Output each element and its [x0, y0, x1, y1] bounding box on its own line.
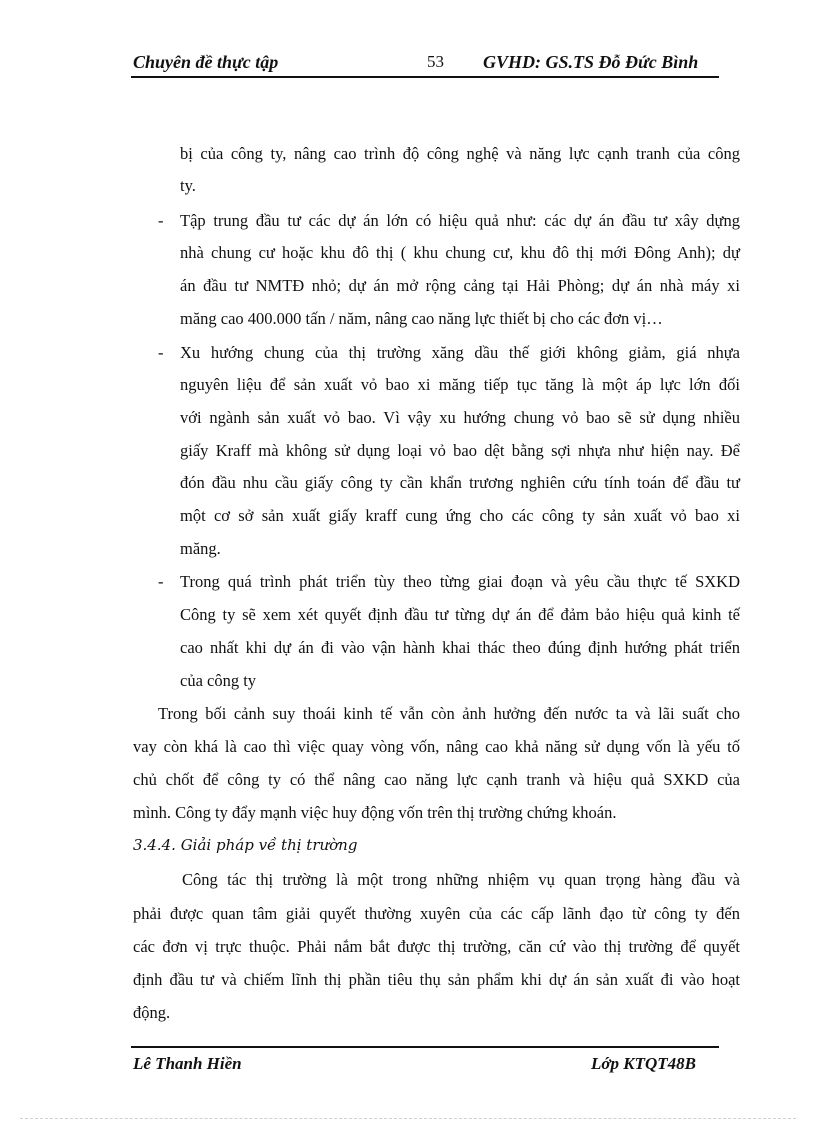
- text-line: Trong quá trình phát triển tùy theo từng giai đoạn và yêu cầu thực tế SXKD: [180, 572, 740, 591]
- text-line: định đầu tư và chiếm lĩnh thị phần tiêu thụ sản phẩm khi dự án sản xuất đi vào hoạt: [133, 970, 740, 989]
- footer-author: Lê Thanh Hiền: [133, 1054, 242, 1073]
- page-footer: [131, 1046, 719, 1076]
- text-line: nguyên liệu để sản xuất vỏ bao xi măng tiếp tục tăng là một áp lực lớn đối: [180, 375, 740, 394]
- text-line: các đơn vị trực thuộc. Phải nắm bắt được thị trường, căn cứ vào thị trường để quyết: [133, 937, 740, 956]
- header-document-title: Chuyên đề thực tập: [133, 52, 279, 72]
- text-line: Công ty sẽ xem xét quyết định đầu tư từng dự án để đảm bảo hiệu quả kinh tế: [180, 605, 740, 624]
- text-line: chủ chốt để công ty có thể nâng cao năng lực cạnh tranh và hiệu quả SXKD của: [133, 770, 740, 789]
- text-line: Trong bối cảnh suy thoái kinh tế vẫn còn ảnh hưởng đến nước ta và lãi suất cho: [158, 704, 740, 723]
- text-line: Công tác thị trường là một trong những nhiệm vụ quan trọng hàng đầu và: [182, 870, 740, 889]
- text-line: vay còn khá là cao thì việc quay vòng vốn, nâng cao khả năng sử dụng vốn là yếu tố: [133, 737, 740, 756]
- header-supervisor: GVHD: GS.TS Đỗ Đức Bình: [483, 52, 699, 72]
- bullet-dash: -: [158, 343, 164, 362]
- text-line: giấy Kraff mà không sử dụng loại vỏ bao dệt bằng sợi nhựa như hiện nay. Để: [180, 441, 740, 460]
- text-line: một cơ sở sản xuất giấy kraff cung ứng cho các công ty sản xuất vỏ bao xi: [180, 506, 740, 525]
- text-line: động.: [133, 1003, 171, 1022]
- text-line: cao nhất khi dự án đi vào vận hành khai thác theo đúng định hướng phát triển: [180, 638, 740, 657]
- text-line: ty.: [180, 176, 196, 195]
- text-line: đón đầu nhu cầu giấy công ty cần khẩn trương nghiên cứu tính toán để đầu tư: [180, 473, 740, 492]
- bullet-dash: -: [158, 211, 164, 230]
- text-line: măng.: [180, 539, 221, 558]
- footer-class: Lớp KTQT48B: [591, 1054, 696, 1073]
- text-line: với ngành sản xuất vỏ bao. Vì vậy xu hướng chung vỏ bao sẽ sử dụng nhiều: [180, 408, 740, 427]
- text-line: án đầu tư NMTĐ nhỏ; dự án mở rộng cảng tại Hải Phòng; dự án nhà máy xi: [180, 276, 740, 295]
- text-line: Tập trung đầu tư các dự án lớn có hiệu quả như: các dự án đầu tư xây dựng: [180, 211, 740, 230]
- text-line: bị của công ty, nâng cao trình độ công nghệ và năng lực cạnh tranh của công: [180, 144, 740, 163]
- page-number: 53: [427, 52, 444, 71]
- text-line: măng cao 400.000 tấn / năm, nâng cao năng lực thiết bị cho các đơn vị…: [180, 309, 663, 328]
- page-bottom-divider: [20, 1118, 796, 1119]
- bullet-dash: -: [158, 572, 164, 591]
- text-line: của công ty: [180, 671, 257, 690]
- text-line: mình. Công ty đẩy mạnh việc huy động vốn trên thị trường chứng khoán.: [133, 803, 617, 822]
- section-heading: 3.4.4. Giải pháp về thị trường: [133, 836, 358, 854]
- text-line: nhà chung cư hoặc khu đô thị ( khu chung cư, khu đô thị mới Đông Anh); dự: [180, 243, 740, 262]
- text-line: phải được quan tâm giải quyết thường xuyên của các cấp lãnh đạo từ công ty đến: [133, 904, 740, 923]
- text-line: Xu hướng chung của thị trường xăng dầu thế giới không giảm, giá nhựa: [180, 343, 740, 362]
